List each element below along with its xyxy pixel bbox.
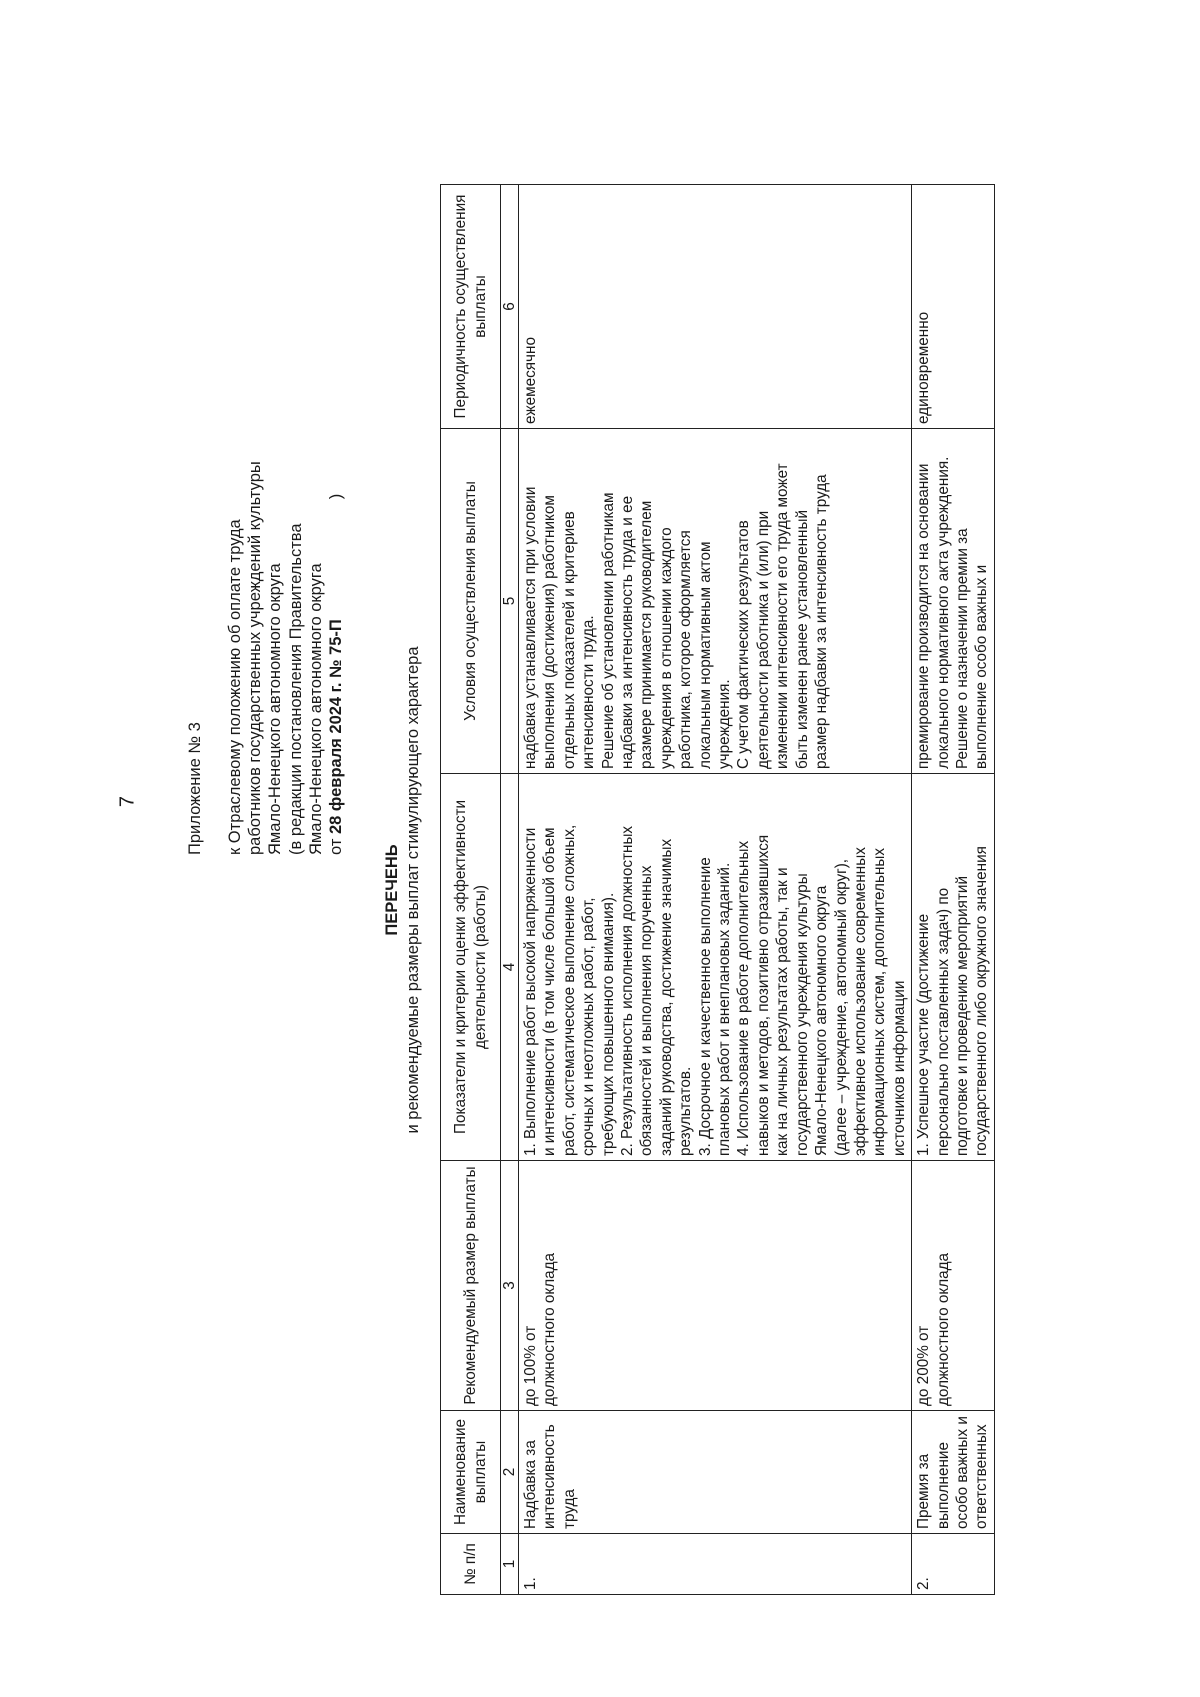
cell-line: требующих повышенного внимания).	[599, 892, 617, 1156]
column-number: 1	[501, 1534, 519, 1595]
cell-line: Надбавка за	[522, 1440, 539, 1529]
header-name: Наименование выплаты	[441, 1411, 501, 1534]
cell-line: премирование производится на основании	[915, 463, 933, 769]
cell-line: деятельности работника и (или) при	[754, 510, 772, 769]
page-number: 7	[116, 795, 139, 808]
appendix-line: работников государственных учреждений культуры	[246, 461, 265, 855]
cell-line: изменении интенсивности его труда может	[774, 463, 792, 769]
header-conditions: Условия осуществления выплаты	[441, 429, 501, 774]
appendix-date-line	[326, 205, 346, 855]
cell-line: Решение об установлении работникам	[599, 492, 617, 769]
cell-line: труда	[560, 1489, 578, 1529]
column-number: 3	[501, 1161, 519, 1411]
row-name-cell	[519, 1411, 912, 1534]
cell-line: 3. Досрочное и качественное выполнение	[696, 857, 714, 1156]
cell-line: как на личных результатах работы, так и	[774, 867, 792, 1156]
cell-line: государственного учреждения культуры	[793, 873, 811, 1156]
appendix-paren: )	[326, 493, 345, 500]
cell-line: особо важных и	[953, 1416, 971, 1529]
cell-line: Ямало-Ненецкого автономного округа	[813, 885, 831, 1156]
column-number: 6	[501, 185, 519, 429]
header-periodicity: Периодичность осуществления выплаты	[441, 185, 501, 429]
cell-line: С учетом фактических результатов	[735, 520, 753, 769]
table-body	[519, 185, 995, 1595]
cell-line: 1. Успешное участие (достижение	[915, 913, 933, 1156]
cell-line: 2. Результативность исполнения должностных	[619, 825, 637, 1156]
cell-line: и интенсивности (в том числе большой объем	[541, 827, 559, 1156]
cell-line: отдельных показателей и критериев	[560, 511, 578, 769]
heading-subtitle: и рекомендуемые размеры выплат стимулирующего характера	[403, 646, 422, 1134]
heading-title: ПЕРЕЧЕНЬ	[383, 844, 401, 936]
cell-line: навыков и методов, позитивно отразившихся	[754, 834, 772, 1156]
cell-line: 4. Использование в работе дополнительных	[735, 840, 753, 1156]
row-number-cell: 2.	[912, 1534, 995, 1595]
cell-line: выполнение	[934, 1442, 952, 1529]
cell-line: Решение о назначении премии за	[953, 528, 971, 769]
column-number: 2	[501, 1411, 519, 1534]
cell-line: ответственных	[973, 1424, 991, 1529]
row-conditions-cell	[519, 429, 912, 774]
header-size: Рекомендуемый размер выплаты	[441, 1161, 501, 1411]
cell-line: плановых работ и внеплановых заданий.	[716, 862, 734, 1156]
rotated-content	[186, 185, 1200, 1595]
appendix-date: 28 февраля 2024 г. № 75-П	[326, 619, 345, 835]
table-header-row	[441, 185, 501, 1595]
document-heading	[382, 185, 423, 1595]
payments-table	[440, 184, 995, 1595]
cell-line: должностного оклада	[934, 1252, 952, 1406]
table-row	[519, 185, 912, 1595]
cell-line: обязанностей и выполнения порученных	[638, 865, 656, 1156]
cell-line: срочных и неотложных работ, работ,	[580, 897, 598, 1156]
appendix-block	[185, 205, 346, 855]
row-size-cell	[912, 1161, 995, 1411]
row-size-cell	[519, 1161, 912, 1411]
header-num: № п/п	[441, 1534, 501, 1595]
header-criteria: Показатели и критерии оценки эффективности деятельности (работы)	[441, 774, 501, 1161]
cell-line: государственного либо окружного значения	[973, 846, 991, 1156]
appendix-title: Приложение № 3	[186, 722, 204, 855]
cell-line: 1. Выполнение работ высокой напряженности	[522, 827, 539, 1156]
column-numbers-row	[501, 185, 519, 1595]
cell-line: Премия за	[915, 1453, 933, 1529]
cell-line: персонально поставленных задач) по	[934, 887, 952, 1156]
cell-line: источников информации	[890, 980, 908, 1156]
cell-line: интенсивности труда.	[580, 615, 598, 769]
row-criteria-cell	[912, 774, 995, 1161]
cell-line: заданий руководства, достижение значимых	[657, 838, 675, 1156]
cell-line: работника, которое оформляется	[677, 530, 695, 769]
appendix-line: (в редакции постановления Правительства	[286, 523, 305, 855]
cell-line: размере принимается руководителем	[638, 500, 656, 769]
cell-line: надбавки за интенсивность труда и ее	[619, 495, 637, 769]
row-criteria-cell	[519, 774, 912, 1161]
cell-line: локального нормативного акта учреждения.	[934, 456, 952, 769]
appendix-date-prefix: от	[326, 834, 345, 855]
cell-line: интенсивность	[541, 1424, 559, 1529]
column-number: 4	[501, 774, 519, 1161]
appendix-line: Ямало-Ненецкого автономного округа	[306, 563, 325, 855]
cell-line: надбавка устанавливается при условии	[522, 486, 539, 769]
column-number: 5	[501, 429, 519, 774]
cell-line: информационных систем, дополнительных	[871, 847, 889, 1156]
cell-line: эффективное использование современных	[851, 847, 869, 1156]
cell-line: учреждения в отношении каждого	[657, 527, 675, 769]
cell-line: работ, систематическое выполнение сложных,	[560, 824, 578, 1156]
cell-line: до 200% от	[915, 1325, 933, 1406]
row-conditions-cell	[912, 429, 995, 774]
cell-line: подготовке и проведению мероприятий	[953, 875, 971, 1156]
appendix-line: Ямало-Ненецкого автономного округа	[266, 563, 285, 855]
cell-line: локальным нормативным актом	[696, 541, 714, 769]
cell-line: размер надбавки за интенсивность труда	[813, 474, 831, 769]
row-periodicity-cell: ежемесячно	[519, 185, 912, 429]
cell-line: до 100% от	[522, 1325, 539, 1406]
cell-line: результатов.	[677, 1066, 695, 1156]
cell-line: должностного оклада	[541, 1252, 559, 1406]
cell-line: выполнения (достижения) работником	[541, 495, 559, 769]
cell-line: быть изменен ранее установленный	[793, 509, 811, 769]
cell-line: выполнение особо важных и	[973, 564, 991, 769]
cell-line: учреждения.	[716, 679, 734, 769]
row-periodicity-cell: единовременно	[912, 185, 995, 429]
cell-line: (далее – учреждение, автономный округ),	[832, 858, 850, 1156]
row-number-cell: 1.	[519, 1534, 912, 1595]
appendix-line: к Отраслевому положению об оплате труда	[226, 519, 245, 855]
table-row	[912, 185, 995, 1595]
row-name-cell	[912, 1411, 995, 1534]
